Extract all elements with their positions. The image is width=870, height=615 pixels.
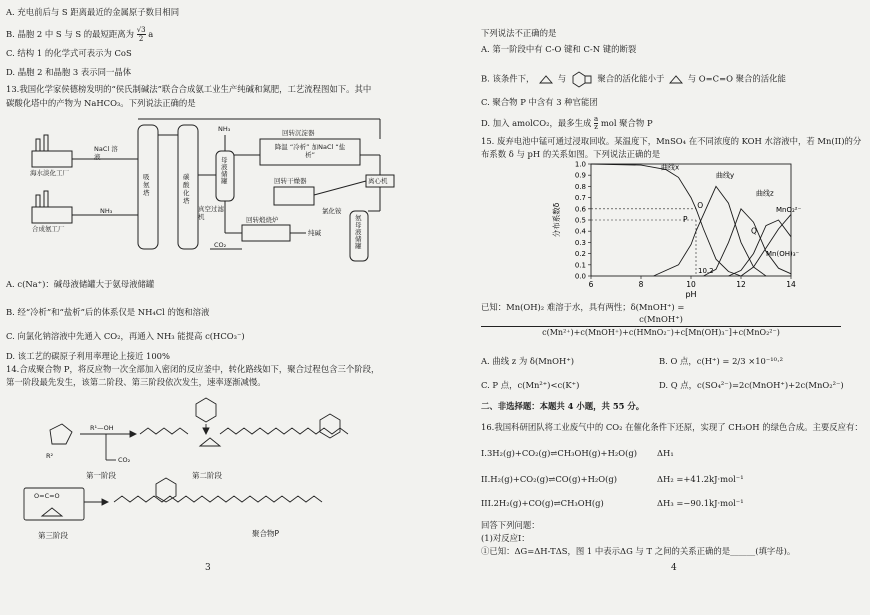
- seawater-plant-label: 海水淡化工厂: [30, 169, 69, 177]
- q15-stem-1: 15. 废弃电池中锰可通过浸取回收。某温度下，MnSO₄ 在不同浓度的 KOH 水溶液中，若 Mn(II)的分: [481, 136, 862, 146]
- absorb-tower-label: 吸氨塔: [143, 173, 150, 197]
- ammonia-tank-label: 氨母液储罐: [355, 214, 362, 250]
- y-axis-label: 分布系数δ: [552, 202, 561, 238]
- q14-b-part3: 聚合的活化能小于: [597, 73, 665, 84]
- x-tick-label: 8: [638, 280, 644, 289]
- nh4cl-label: 氯化铵: [322, 207, 342, 215]
- q15-frac-num: c(MnOH⁺): [481, 314, 841, 327]
- q14-d-part1: D. 加入 amolCO₂，最多生成: [481, 118, 592, 128]
- nacl-solution-label: NaCl 溶液: [94, 145, 118, 161]
- y-tick-label: 0.5: [574, 216, 586, 225]
- anhydride-icon: [569, 70, 595, 88]
- carb-tower-label: 碳酸化塔: [183, 173, 190, 205]
- reagent-label: R¹—OH: [90, 424, 114, 432]
- series-label: 曲线z: [756, 189, 774, 198]
- y-tick-label: 0.3: [574, 238, 586, 247]
- ammonia-plant-label: 合成氨工厂: [32, 225, 65, 233]
- y-tick-label: 0.2: [574, 250, 586, 259]
- point-p-label: P: [683, 215, 688, 224]
- y-tick-label: 0.0: [574, 272, 586, 281]
- q12-option-b: [6, 26, 153, 43]
- monomer-ring: [50, 424, 72, 444]
- q12-option-c: C. 结构 1 的化学式可表示为 CoS: [6, 48, 132, 58]
- settler-inner-label: 降温 “冷析” 加NaCl “盐析”: [274, 143, 346, 159]
- q16-reaction-2: II.H₂(g)+CO₂(g)⇌CO(g)+H₂O(g): [481, 474, 618, 484]
- q12-b-frac-den: 2: [138, 35, 144, 43]
- y-tick-label: 0.4: [574, 227, 586, 236]
- x-tick-label: 6: [588, 280, 594, 289]
- calciner-label: 回转煅烧炉: [246, 216, 279, 224]
- nh3-in-label: NH₃: [100, 207, 113, 215]
- series-line: [741, 214, 791, 276]
- y-tick-label: 0.8: [574, 182, 586, 191]
- co2-label: CO₂: [214, 241, 227, 249]
- cos-label: O=C=O: [34, 492, 60, 500]
- polymer-label: 聚合物P: [252, 529, 280, 538]
- series-line: [704, 209, 792, 276]
- q15-chart-svg: [545, 158, 805, 304]
- q15-option-d: D. Q 点，c(SO₄²⁻)=2c(MnOH⁺)+2c(MnO₂²⁻): [659, 380, 844, 390]
- q13-stem-1: 13.我国化学家侯德榜发明的“侯氏制碱法”联合合成氨工业生产纯碱和氮肥，工艺流程图如下。其中: [6, 84, 372, 94]
- q13-flow-diagram: [10, 115, 430, 265]
- seawater-factory-icon: [32, 151, 72, 167]
- q12-option-a: A. 充电前后与 S 距离最近的金属原子数目相同: [6, 7, 180, 17]
- q13-option-b: B. 经“冷析”和“盐析”后的体系仅是 NH₄Cl 的饱和溶液: [6, 307, 210, 317]
- series-label: 曲线x: [661, 163, 680, 172]
- q16-answer-prompt: 回答下列问题：: [481, 520, 540, 530]
- q15-chart: [545, 158, 805, 304]
- q15-fraction: [481, 314, 841, 338]
- q14-option-a: A. 第一阶段中有 C-O 键和 C-N 键的断裂: [481, 44, 637, 54]
- series-label: Mn(OH)₃⁻: [766, 249, 800, 258]
- series-label: 曲线y: [716, 171, 735, 180]
- q15-b-val: 2/3 ×10⁻¹⁰·²: [732, 356, 784, 366]
- page-number-right: 4: [671, 563, 677, 573]
- q16-sub-1: (1)对反应I：: [481, 533, 530, 543]
- x-tick-label: 10: [686, 280, 696, 289]
- q15-option-c: C. P 点，c(Mn²⁺)<c(K⁺): [481, 380, 580, 390]
- epoxide-icon: [537, 73, 555, 85]
- series-line: [591, 164, 741, 276]
- rotary-dryer-shape: [274, 187, 314, 205]
- rotary-dryer-label: 回转干燥器: [274, 177, 307, 185]
- q13-stem-2: 碳酸化塔中的产物为 NaHCO₃。下列说法正确的是: [6, 98, 196, 108]
- q13-option-c: C. 向氯化钠溶液中先通入 CO₂，再通入 NH₃ 能提高 c(HCO₃⁻): [6, 331, 245, 341]
- q16-sub-1a: ①已知：ΔG=ΔH-TΔS，图 1 中表示ΔG 与 T 之间的关系正确的是______(填字母)。: [481, 546, 796, 556]
- q13-option-d: D. 该工艺的碳原子利用率理论上接近 100%: [6, 351, 170, 361]
- y-tick-label: 0.1: [574, 261, 586, 270]
- q14-scheme: [20, 390, 430, 555]
- q16-reaction-2-h: ΔH₂ =+41.2kJ·mol⁻¹: [657, 474, 744, 484]
- q14-b-part2: 与: [557, 73, 567, 84]
- point-q-label: Q: [751, 226, 757, 236]
- centrifuge-label: 离心机: [368, 177, 388, 185]
- q12-b-frac-num: √3: [136, 26, 146, 34]
- stage3-label: 第三阶段: [38, 531, 68, 540]
- x-tick-label: 14: [786, 280, 796, 289]
- x-tick-label: 12: [736, 280, 746, 289]
- page-number-left: 3: [205, 563, 211, 573]
- series-line: [729, 220, 792, 276]
- co2-out-label: CO₂: [118, 456, 131, 464]
- q14-option-b: [481, 70, 786, 88]
- q14-d-frac-num: a: [594, 115, 599, 123]
- q16-reaction-3: III.2H₂(g)+CO(g)⇌CH₃OH(g): [481, 498, 604, 508]
- q15-option-a: A. 曲线 z 为 δ(MnOH⁺): [481, 356, 575, 366]
- q16-reaction-1-h: ΔH₁: [657, 448, 674, 458]
- x-axis-label: pH: [685, 290, 697, 299]
- q16-stem: 16.我国科研团队将工业废气中的 CO₂ 在催化条件下还原，实现了 CH₃OH 的绿色合成。主要反应有：: [481, 422, 863, 432]
- series-line: [654, 186, 767, 276]
- soda-label: 纯碱: [308, 229, 321, 237]
- q14-option-d: [481, 116, 653, 131]
- mother-tank-label: 母液储罐: [221, 156, 228, 185]
- y-tick-label: 0.9: [574, 171, 586, 180]
- q15-frac-den: c(Mn²⁺)+c(MnOH⁺)+c(HMnO₂⁻)+c[Mn(OH)₃⁻]+c(MnO₂²⁻): [542, 328, 780, 337]
- q15-stem-2: 布系数 δ 与 pH 的关系如图。下列说法正确的是: [481, 149, 661, 159]
- q14-stem-2: 第一阶段最先发生，该第二阶段、第三阶段依次发生，速率逐渐减慢。: [6, 377, 266, 387]
- q14-scheme-lines: [20, 390, 430, 555]
- q12-option-d: D. 晶胞 2 和晶胞 3 表示同一晶体: [6, 67, 132, 77]
- y-tick-label: 0.7: [574, 194, 586, 203]
- q14-option-c: C. 聚合物 P 中含有 3 种官能团: [481, 97, 598, 107]
- q16-reaction-3-h: ΔH₃ =−90.1kJ·mol⁻¹: [657, 498, 744, 508]
- rotary-settler-label: 回转沉淀器: [282, 129, 315, 137]
- benzene-ring: [320, 414, 340, 438]
- point-o-label: O: [697, 200, 704, 210]
- vacuum-filter-label: 真空过滤机: [198, 205, 224, 221]
- r2-label: R²: [46, 452, 54, 460]
- nh3-top-label: NH₃: [218, 125, 231, 133]
- q14-b-part4: 与 O=C=O 聚合的活化能: [687, 73, 786, 84]
- ammonia-factory-icon: [32, 207, 72, 223]
- q14-cont-stem: 下列说法不正确的是: [481, 28, 557, 38]
- anhydride-ring: [196, 398, 216, 422]
- q12-option-b-text: B. 晶胞 2 中 S 与 S 的最短距离为: [6, 29, 135, 39]
- q15-option-b: [659, 356, 783, 367]
- y-tick-label: 0.6: [574, 205, 586, 214]
- section-2-heading: 二、非选择题：本题共 4 小题，共 55 分。: [481, 401, 645, 411]
- q16-reaction-1: I.3H₂(g)+CO₂(g)⇌CH₃OH(g)+H₂O(g): [481, 448, 637, 458]
- stage1-label: 第一阶段: [86, 471, 116, 480]
- right-page: [435, 0, 870, 615]
- q14-d-part2: mol 聚合物 P: [600, 118, 653, 128]
- extra-tick-label: 10.2: [698, 267, 714, 275]
- q15-b-text: B. O 点，c(H⁺) =: [659, 356, 733, 366]
- q14-d-frac-den: z: [594, 123, 598, 131]
- q12-b-tail: a: [148, 29, 154, 39]
- series-label: MnO₂²⁻: [776, 206, 802, 215]
- q14-stem-1: 14.合成聚合物 P，将反应物一次全部加入密闭的反应釜中，转化路线如下，聚合过程包含三个阶段，: [6, 364, 380, 374]
- q15-known: 已知：Mn(OH)₂ 难溶于水，具有两性；δ(MnOH⁺) =: [481, 302, 685, 312]
- stage2-label: 第二阶段: [192, 471, 222, 480]
- q14-b-part1: B. 该条件下，: [481, 73, 535, 84]
- calciner-shape: [242, 225, 290, 241]
- epoxide-icon-2: [667, 73, 685, 85]
- q13-option-a: A. c(Na⁺)：碱母液储罐大于氨母液储罐: [6, 279, 155, 289]
- y-tick-label: 1.0: [574, 160, 586, 169]
